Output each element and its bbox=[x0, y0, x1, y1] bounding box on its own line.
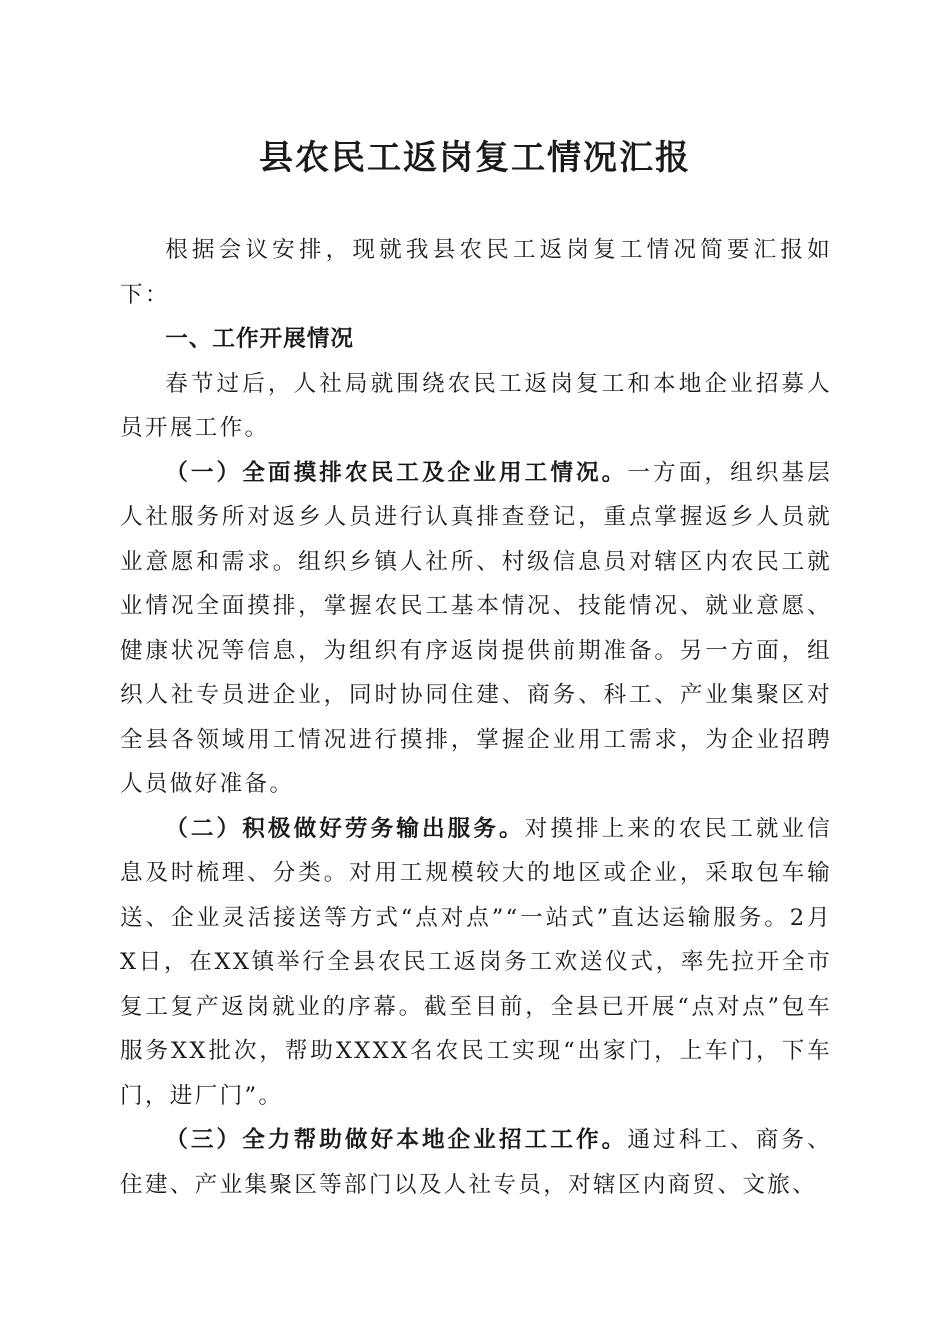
subsection-item-2 bbox=[120, 807, 832, 1119]
subsection-lead: （二）积极做好劳务输出服务。 bbox=[165, 815, 525, 842]
subsection-text: 一方面，组织基层人社服务所对返乡人员进行认真排查登记，重点掌握返乡人员就业意愿和需求。组织乡镇人社所、村级信息员对辖区内农民工就业情况全面摸排，掌握农民工基本情况、技能情况、就业意愿、健康状况等信息，为组织有序返岗提供前期准备。另一方面，组织人社专员进企业，同时协同住建、商务、科工、产业集聚区对全县各领域用工情况进行摸排，掌握企业用工需求，为企业招聘人员做好准备。 bbox=[120, 459, 832, 797]
subsection-text: 通过科工、商务、住建、产业集聚区等部门以及人社专员，对辖区内商贸、文旅、 bbox=[120, 1127, 832, 1198]
subsection-lead: （三）全力帮助做好本地企业招工工作。 bbox=[165, 1127, 628, 1153]
subsection-item-1 bbox=[120, 451, 832, 807]
subsection-lead: （一）全面摸排农民工及企业用工情况。 bbox=[165, 459, 628, 486]
intro-paragraph: 根据会议安排，现就我县农民工返岗复工情况简要汇报如下： bbox=[120, 237, 832, 308]
document-title: 县农民工返岗复工情况汇报 bbox=[259, 138, 691, 178]
section-heading: 一、工作开展情况 bbox=[165, 326, 354, 352]
document-body bbox=[120, 228, 832, 1207]
subsection-item-3 bbox=[120, 1118, 832, 1207]
subsection-text: 对摸排上来的农民工就业信息及时梳理、分类。对用工规模较大的地区或企业，采取包车输送、企业灵活接送等方式“点对点”“一站式”直达运输服务。2月X日，在XX镇举行全县农民工返岗务工欢送仪式，率先拉开全市复工复产返岗就业的序幕。截至目前，全县已开展“点对点”包车服务XX批次，帮助XXXX名农民工实现“出家门，上车门，下车门，进厂门”。 bbox=[120, 815, 832, 1109]
section-paragraph: 春节过后，人社局就围绕农民工返岗复工和本地企业招募人员开展工作。 bbox=[120, 370, 832, 441]
